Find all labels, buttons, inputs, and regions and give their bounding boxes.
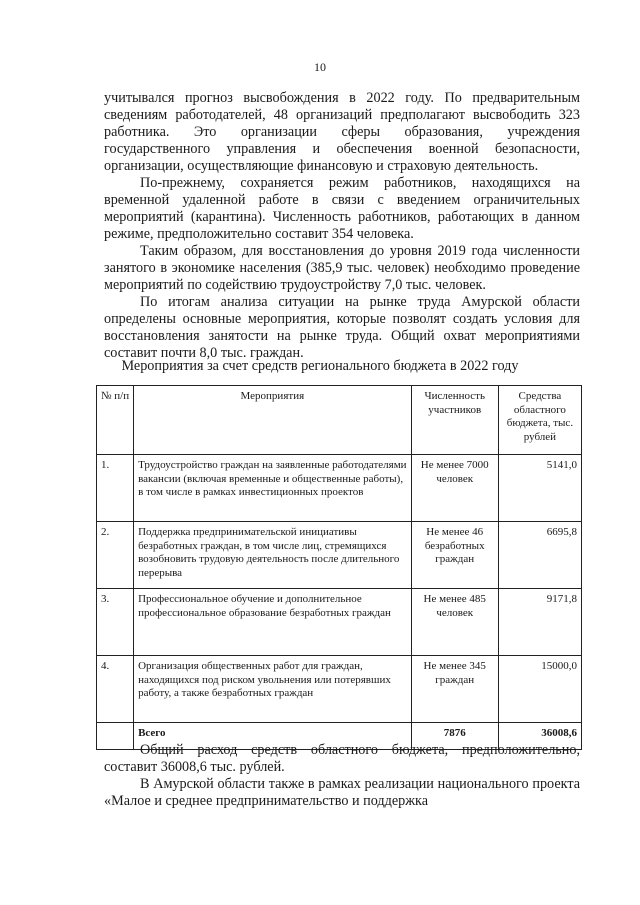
header-sum: Средства областного бюджета, тыс. рублей (498, 386, 581, 455)
table-row (97, 589, 582, 656)
total-sum: 36008,6 (498, 723, 581, 750)
total-label: Всего (134, 723, 412, 750)
row-num: 4. (97, 656, 134, 723)
row-sum: 5141,0 (498, 455, 581, 522)
table-row (97, 522, 582, 589)
paragraph-2: По-прежнему, сохраняется режим работников, находящихся на временной удаленной работе в связи с введением ограничительных мероприятий (карантина). Численность работников, работающих в данном режиме, предположительно составит 354 человека. (104, 175, 580, 242)
header-name: Мероприятия (134, 386, 412, 455)
table-header-row (97, 386, 582, 455)
row-sum: 9171,8 (498, 589, 581, 656)
row-count: Не менее 485 человек (411, 589, 498, 656)
paragraph-4: По итогам анализа ситуации на рынке труда Амурской области определены основные мероприятия, которые позволят создать условия для восстановления занятости на рынке труда. Общий охват мероприятиями составит почти 8,0 тыс. граждан. (104, 294, 580, 361)
row-name: Поддержка предпринимательской инициативы безработных граждан, в том числе лиц, стремящихся возобновить трудовую деятельность после длительного перерыва (134, 522, 412, 589)
row-sum: 15000,0 (498, 656, 581, 723)
page-number: 10 (314, 60, 326, 74)
table-caption: Мероприятия за счет средств регионального бюджета в 2022 году (121, 358, 519, 374)
row-num: 1. (97, 455, 134, 522)
paragraph-1: учитывался прогноз высвобождения в 2022 году. По предварительным сведениям работодателей, 48 организаций предполагают высвободить 323 работника. Это организации сферы образования, учреждения государственного управления и обеспечения военной безопасности, организации, осуществляющие финансовую и страховую деятельность. (104, 90, 580, 174)
row-num: 2. (97, 522, 134, 589)
row-count: Не менее 46 безработных граждан (411, 522, 498, 589)
paragraph-3: Таким образом, для восстановления до уровня 2019 года численности занятого в экономике населения (385,9 тыс. человек) необходимо проведение мероприятий по содействию трудоустройству 7,0 тыс. человек. (104, 243, 580, 293)
header-num: № п/п (97, 386, 134, 455)
row-name: Организация общественных работ для граждан, находящихся под риском увольнения или потерявших работу, а также безработных граждан (134, 656, 412, 723)
row-name: Профессиональное обучение и дополнительное профессиональное образование безработных граждан (134, 589, 412, 656)
row-num: 3. (97, 589, 134, 656)
body-text-top (104, 90, 580, 362)
paragraph-6: В Амурской области также в рамках реализации национального проекта «Малое и среднее предпринимательство и поддержка (104, 776, 580, 809)
body-text-bottom (104, 742, 580, 810)
header-count: Численность участников (411, 386, 498, 455)
table-row (97, 455, 582, 522)
paragraph-5: Общий расход средств областного бюджета, предположительно, составит 36008,6 тыс. рублей. (104, 742, 580, 775)
row-sum: 6695,8 (498, 522, 581, 589)
row-count: Не менее 345 граждан (411, 656, 498, 723)
measures-table (96, 385, 582, 750)
table-row (97, 656, 582, 723)
row-count: Не менее 7000 человек (411, 455, 498, 522)
row-name: Трудоустройство граждан на заявленные работодателями вакансии (включая временные и общественные работы), в том числе в рамках инвестиционных проектов (134, 455, 412, 522)
total-count: 7876 (411, 723, 498, 750)
